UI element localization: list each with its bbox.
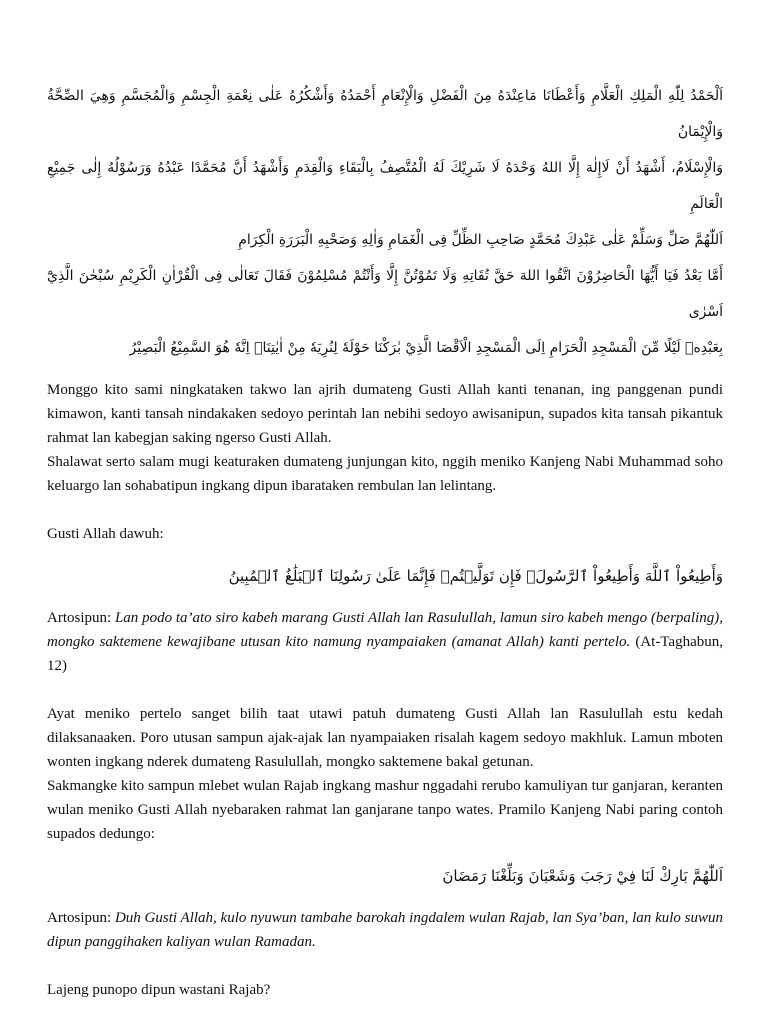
arabic-doa: اَللّٰهُمَّ بَارِكْ لَنَا فِيْ رَجَبَ وَشَعْبَانَ وَبَلِّغْنَا رَمَضَانَ	[442, 867, 723, 885]
paragraph-rajab: Sakmangke kito sampun mlebet wulan Rajab ingkang mashur nggadahi rerubo kamuliyan tur ganjaran, keranten wulan meniko Gusti Allah nyebaraken rahmat lan ganjarane tanpo wates. Pramilo Kanjeng Nabi paring contoh supados dedungo:	[47, 778, 723, 842]
arabic-line-1: اَلْحَمْدُ لِلّٰهِ الْمَلِكِ الْعَلَّامِ وَأَعْطَانَا مَاعِنْدَهُ مِنَ الْفَضْلِ وَالْإِنْعَامِ أَحْمَدُهُ وَأَشْكُرُهُ عَلٰى نِعْمَةِ الْجِسْمِ وَالْمُجَسَّمِ وَهِيَ الصِّحَّةُ وَالْإِيْمَانُ	[47, 88, 723, 140]
translation-doa-label: Artosipun:	[47, 910, 112, 926]
translation-source: (At-Taghabun, 12)	[47, 634, 723, 674]
paragraph-dawuh: Gusti Allah dawuh:	[47, 526, 164, 542]
translation-label: Artosipun:	[47, 610, 112, 626]
arabic-line-2: وَالْإِسْلَامُ، أَشْهَدُ أَنْ لَاإِلٰهَ إِلَّا اللهُ وَحْدَهُ لَا شَرِيْكَ لَهُ الْمُتَّصِفُ بِالْبَقَاءِ وَالْقِدَمِ وَأَشْهَدُ أَنَّ مُحَمَّدًا عَبْدُهُ وَرَسُوْلُهُ إِلٰى جَمِيْعِ الْعَالَمِ	[47, 160, 723, 212]
arabic-opening-khutbah	[47, 78, 723, 366]
paragraph-question: Lajeng punopo dipun wastani Rajab?	[47, 982, 271, 998]
paragraph-shalawat: Shalawat serto salam mugi keaturaken dumateng junjungan kito, nggih meniko Kanjeng Nabi Muhammad soho keluargo lan sohabatipun ingkang dipun ibarataken rembulan lan lelintang.	[47, 454, 723, 494]
arabic-line-5: بِعَبْدِهٖ لَيْلًا مِّنَ الْمَسْجِدِ الْحَرَامِ اِلَى الْمَسْجِدِ الْاَقْصَا الَّذِيْ بٰرَكْنَا حَوْلَهٗ لِنُرِيَهٗ مِنْ اٰيٰتِنَاۗ اِنَّهٗ هُوَ السَّمِيْعُ الْبَصِيْرُ	[129, 340, 723, 356]
translation-verse	[47, 606, 723, 678]
document-page	[47, 78, 723, 1002]
paragraph-ayat: Ayat meniko pertelo sanget bilih taat utawi patuh dumateng Gusti Allah lan Rasulullah estu kedah dilaksanaaken. Poro utusan sampun ajak-ajak lan nyampaiaken risalah kagem sedoyo makhluk. Lamun mboten wonten ingkang nderek dumateng Rasulullah, mongko saktemene bakal getunan.	[47, 706, 723, 770]
paragraph-takwo: Monggo kito sami ningkataken takwo lan ajrih dumateng Gusti Allah kanti tenanan, ing panggenan pundi kimawon, kanti tansah nindakaken sedoyo perintah lan nebihi sedoyo awisanipun, supados kita tansah pikantuk rahmat lan kabegjan saking ngerso Gusti Allah.	[47, 382, 723, 446]
translation-text: Lan podo ta’ato siro kabeh marang Gusti Allah lan Rasulullah, lamun siro kabeh mengo (berpaling), mongko saktemene kewajibane utusan kito namung nyampaiaken (amanat Allah) kanti pertelo.	[47, 610, 724, 650]
arabic-line-3: اَللّٰهُمَّ صَلِّ وَسَلِّمْ عَلٰى عَبْدِكَ مُحَمَّدٍ صَاحِبِ الظِّلِّ فِى الْغَمَامِ وَاٰلِهِ وَصَحْبِهِ الْبَرَرَةِ الْكِرَامِ	[238, 232, 723, 248]
translation-doa	[47, 906, 723, 954]
arabic-verse: وَأَطِيعُواْ ٱللَّهَ وَأَطِيعُواْ ٱلرَّسُولَۚ فَإِن تَوَلَّيۡتُمۡ فَإِنَّمَا عَلَىٰ رَسُولِنَا ٱلۡبَلَٰغُ ٱلۡمُبِينُ	[228, 567, 723, 585]
translation-doa-text: Duh Gusti Allah, kulo nyuwun tambahe barokah ingdalem wulan Rajab, lan Sya’ban, lan kulo suwun dipun panggihaken kaliyan wulan Ramadan.	[47, 910, 723, 950]
arabic-line-4: أَمَّا بَعْدُ فَيَا أَيُّهَا الْحَاضِرُوْنَ اتَّقُوا اللهَ حَقَّ تُقَاتِهِ وَلَا تَمُوْتُنَّ إِلَّا وَأَنْتُمْ مُسْلِمُوْنَ فَقَالَ تَعَالٰى فِى الْقُرْاٰنِ الْكَرِيْمِ سُبْحٰنَ الَّذِيْٓ اَسْرٰى	[47, 268, 723, 320]
